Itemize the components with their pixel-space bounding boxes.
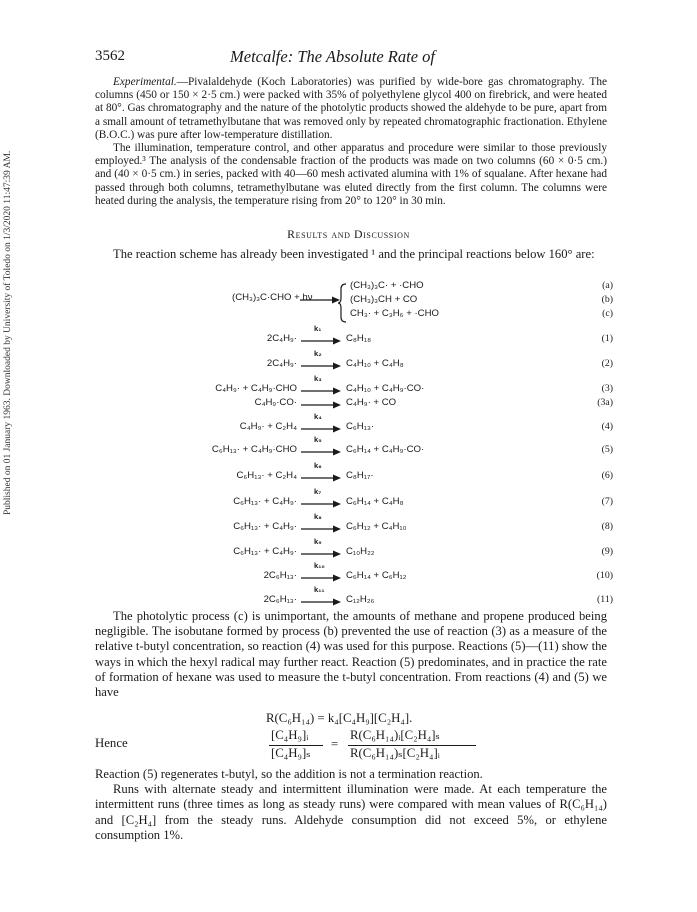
rate-constant: k₂ <box>314 349 322 358</box>
photolysis-reactant: (CH₃)₃C·CHO + hν <box>232 292 313 303</box>
experimental-paragraph-1 <box>95 76 607 142</box>
reaction-arrow <box>301 473 341 483</box>
reaction-lhs: 2C₆H₁₃· <box>263 594 297 605</box>
reaction-label: (10) <box>596 570 613 581</box>
reaction-label: (5) <box>601 444 613 455</box>
reaction-rhs: C₁₀H₂₂ <box>346 546 375 557</box>
rate-constant: k₈ <box>314 512 322 521</box>
results-intro <box>95 247 607 262</box>
reaction-label: (1) <box>601 333 613 344</box>
reaction-label: (b) <box>601 294 613 305</box>
reaction-arrow <box>301 597 341 607</box>
reaction-arrow <box>301 336 341 346</box>
reaction-lhs: C₆H₁₃· + C₄H₉· <box>233 546 297 557</box>
reaction-label: (3) <box>601 383 613 394</box>
ratio-denominator-right: R(C₆H₁₄)ₛ[C₂H₄]ᵢ <box>350 746 440 760</box>
ratio-numerator-left: [C₄H₉]ᵢ <box>271 728 309 742</box>
discussion-text-3: Runs with alternate steady and intermittent illumination were made. At each temperature the intermittent runs (three times as long as steady runs) were compared with mean values of R(C₆H₁₄) and [C₂H₄] from the steady runs. Aldehyde consumption did not exceed 5%, or ethylene consumption 1%. <box>95 782 607 842</box>
reaction-label: (c) <box>602 308 613 319</box>
rate-equation: R(C₆H₁₄) = k₄[C₄H₉][C₂H₄]. <box>266 711 413 725</box>
rate-constant: k₁₀ <box>314 561 325 570</box>
reaction-lhs: C₆H₁₃· + C₄H₉· <box>233 521 297 532</box>
equals-sign: = <box>331 737 339 751</box>
experimental-paragraph-2: The illumination, temperature control, and other apparatus and procedure were similar to those previously employed.³ The analysis of the condensable fraction of the products was made on two columns (60 × 0·5 cm.) and (40 × 0·5 cm.) in series, packed with 40—60 mesh activated alumina with 1% of squalane. After hexane had passed through both columns, tetramethylbutane was eluted directly from the first column. The columns were heated during the analysis, the temperature rising from 20° to 120° in 30 min. <box>95 142 607 207</box>
rate-constant: k₁ <box>314 324 322 333</box>
discussion-text-2: Reaction (5) regenerates t-butyl, so the addition is not a termination reaction. <box>95 767 483 781</box>
rate-constant: k₇ <box>314 487 322 496</box>
reaction-lhs: C₆H₁₃· + C₄H₉· <box>233 496 297 507</box>
reaction-arrow <box>301 361 341 371</box>
reaction-arrow <box>301 424 341 434</box>
reaction-arrow <box>301 447 341 457</box>
reaction-rhs: C₁₂H₂₆ <box>346 594 375 605</box>
rate-constant: k₄ <box>314 412 322 421</box>
provenance-sidebar: Published on 01 January 1963. Downloaded by University of Toledo on 1/3/2020 11:47:39 AM. <box>3 150 13 515</box>
page-number: 3562 <box>95 48 125 64</box>
reaction-label: (6) <box>601 470 613 481</box>
reaction-rhs: C₈H₁₈ <box>346 333 372 344</box>
reaction-rhs: C₆H₁₂ + C₄H₁₀ <box>346 521 407 532</box>
brace <box>337 283 347 323</box>
reaction-label: (a) <box>602 280 613 291</box>
reaction-arrow <box>301 499 341 509</box>
reaction-arrow <box>301 386 341 396</box>
reaction-rhs: C₄H₁₀ + C₄H₈ <box>346 358 404 369</box>
ratio-numerator-right: R(C₆H₁₄)ᵢ[C₂H₄]ₛ <box>350 728 440 742</box>
reaction-rhs: C₈H₁₇· <box>346 470 374 481</box>
reaction-lhs: 2C₄H₉· <box>266 358 297 369</box>
experimental-text-1: —Pivalaldehyde (Koch Laboratories) was purified by wide-bore gas chromatography. The columns (450 or 150 × 2·5 cm.) were packed with 35% of polyethylene glycol 400 on firebrick, and were heated at 80°. Gas chromatography and the nature of the photolytic products showed the aldehyde to be pure, apart from a small amount of tetramethylbutane that was removed only by repeated chromatographic fractionation. Ethylene (B.O.C.) was pure after low-temperature distillation. <box>95 76 607 141</box>
reaction-label: (7) <box>601 496 613 507</box>
hence-label: Hence <box>95 736 128 750</box>
reaction-label: (4) <box>601 421 613 432</box>
reaction-lhs: C₄H₉·CO· <box>254 397 297 408</box>
reaction-lhs: 2C₆H₁₃· <box>263 570 297 581</box>
reaction-rhs: C₆H₁₄ + C₆H₁₂ <box>346 570 407 581</box>
reaction-arrow <box>301 524 341 534</box>
discussion-paragraph-1 <box>95 609 607 700</box>
rate-constant: k₅ <box>314 435 322 444</box>
reaction-label: (11) <box>597 594 613 605</box>
running-title: Metcalfe: The Absolute Rate of <box>230 47 435 66</box>
photolysis-product: CH₃· + C₃H₆ + ·CHO <box>350 308 439 319</box>
rate-constant: k₃ <box>314 374 322 383</box>
rate-constant: k₉ <box>314 537 322 546</box>
reaction-arrow <box>300 295 340 305</box>
reaction-rhs: C₄H₉· + CO <box>346 397 397 408</box>
discussion-section-2 <box>95 767 607 843</box>
reaction-label: (3a) <box>597 397 613 408</box>
reaction-lhs: C₄H₉· + C₄H₉·CHO <box>215 383 297 394</box>
reaction-arrow <box>301 549 341 559</box>
reaction-rhs: C₆H₁₃· <box>346 421 375 432</box>
reaction-lhs: C₆H₁₃· + C₄H₉·CHO <box>211 444 297 455</box>
reaction-lhs: 2C₄H₉· <box>266 333 297 344</box>
reaction-lhs: C₆H₁₃· + C₂H₄ <box>236 470 297 481</box>
ratio-denominator-left: [C₄H₉]ₛ <box>271 746 311 760</box>
photolysis-product: (CH₃)₃C· + ·CHO <box>350 280 424 291</box>
reaction-label: (2) <box>601 358 613 369</box>
reaction-label: (9) <box>601 546 613 557</box>
rate-constant: k₆ <box>314 461 322 470</box>
reaction-rhs: C₆H₁₄ + C₄H₉·CO· <box>346 444 425 455</box>
experimental-label: Experimental. <box>113 76 177 88</box>
reaction-label: (8) <box>601 521 613 532</box>
experimental-section <box>95 76 607 208</box>
discussion-text-1: The photolytic process (c) is unimportant, the amounts of methane and propene produced being negligible. The isobutane formed by process (b) prevented the use of reaction (3) as a measure of the relative t-butyl concentration, so reaction (4) was used for this purpose. Reactions (5)—(11) show the ways in which the hexyl radical may further react. Reaction (5) predominates, and in practice the rate of formation of hexane was used to measure the t-butyl concentration. From reactions (4) and (5) we have <box>95 609 607 700</box>
section-heading: Results and Discussion <box>287 227 410 241</box>
results-intro-text: The reaction scheme has already been investigated ¹ and the principal reactions below 160° are: <box>113 247 595 261</box>
rate-constant: k₁₁ <box>314 585 325 594</box>
reaction-rhs: C₆H₁₄ + C₄H₈ <box>346 496 404 507</box>
reaction-arrow <box>301 400 341 410</box>
reaction-lhs: C₄H₉· + C₂H₄ <box>239 421 297 432</box>
reaction-rhs: C₄H₁₀ + C₄H₉·CO· <box>346 383 425 394</box>
photolysis-product: (CH₃)₃CH + CO <box>350 294 418 305</box>
reaction-arrow <box>301 573 341 583</box>
